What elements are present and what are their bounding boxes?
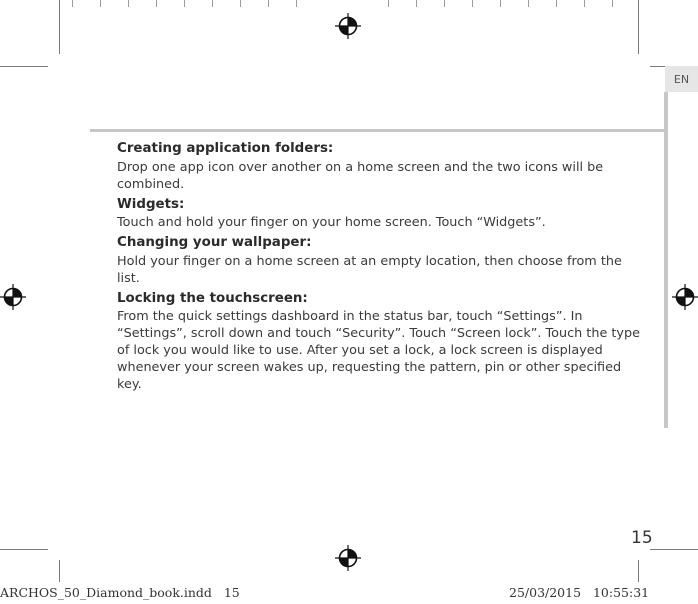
crop-mark-top-right xyxy=(638,0,639,54)
side-bar xyxy=(664,92,668,428)
print-slug-timestamp: 25/03/2015 10:55:31 xyxy=(509,585,650,600)
section-heading: Creating application folders: xyxy=(117,141,334,156)
registration-mark-icon xyxy=(335,13,361,39)
registration-mark-icon xyxy=(672,284,698,310)
section-heading: Widgets: xyxy=(117,196,185,212)
page-number: 15 xyxy=(631,528,653,548)
section-body: From the quick settings dashboard in the status bar, touch “Settings”. In “Settings”, scroll down and touch “Security”. Touch “Screen lock”. Touch the type of lock you would like to use. After you set a lock, a lock screen is displayed whenever your screen wakes up, requesting the pattern, pin or other specified key. xyxy=(117,309,640,392)
registration-mark-icon xyxy=(0,284,26,310)
registration-mark-icon xyxy=(335,545,361,571)
print-slug-filename: ARCHOS_50_Diamond_book.indd 15 xyxy=(0,585,240,600)
section-heading: Locking the touchscreen: xyxy=(117,290,308,306)
language-tab: EN xyxy=(665,66,698,92)
section-rule xyxy=(90,129,666,132)
crop-mark-left-lower xyxy=(0,549,48,550)
crop-mark-bottom-right xyxy=(638,560,639,582)
section-body: Touch and hold your finger on your home screen. Touch “Widgets”. xyxy=(117,215,546,230)
crop-mark-right-lower xyxy=(650,549,698,550)
crop-mark-left-upper xyxy=(0,66,48,67)
crop-mark-bottom-left xyxy=(59,560,60,582)
section-heading: Changing your wallpaper: xyxy=(117,235,312,250)
section-body: Drop one app icon over another on a home screen and the two icons will be combined. xyxy=(117,159,604,192)
section-body: Hold your finger on a home screen at an empty location, then choose from the list. xyxy=(117,253,622,286)
manual-content xyxy=(117,140,647,396)
crop-mark-top-left xyxy=(59,0,60,54)
